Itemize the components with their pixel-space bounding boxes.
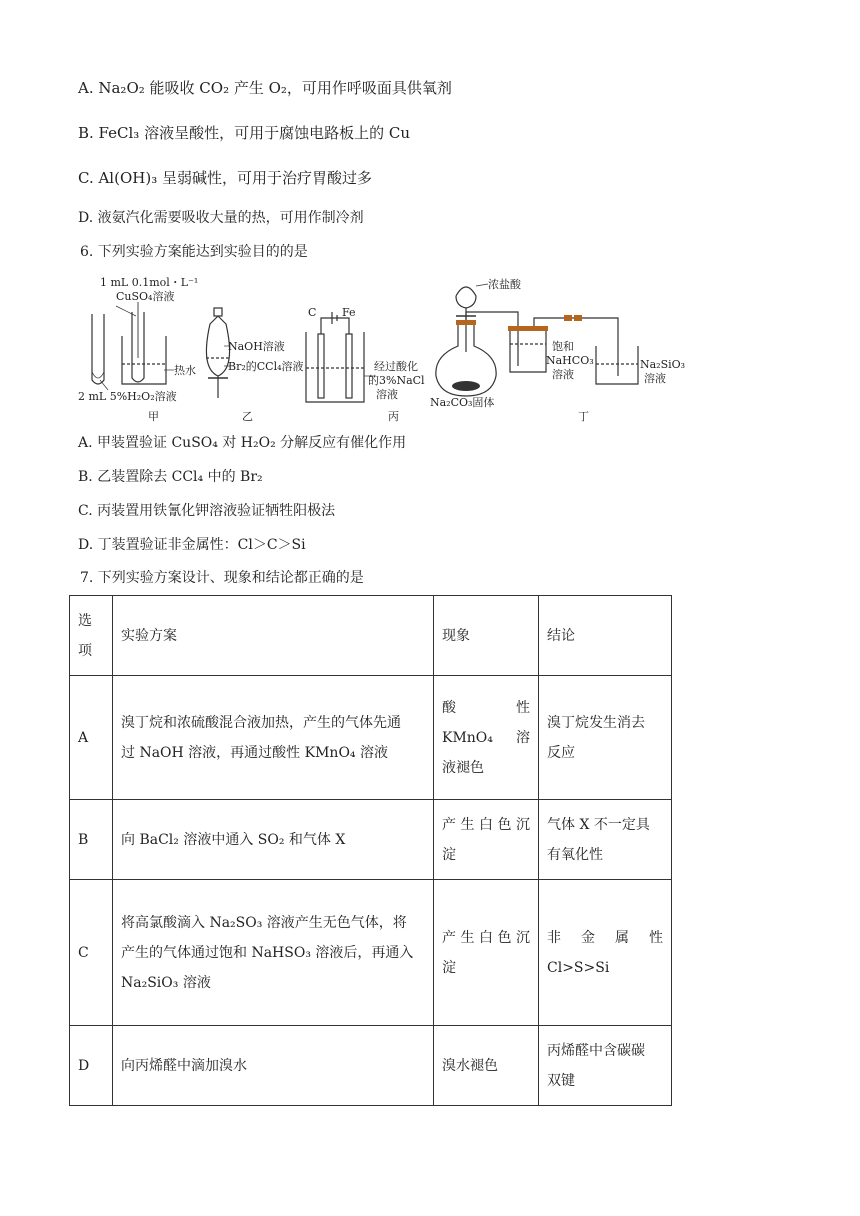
solid-pile <box>452 381 480 391</box>
q5-option-d: D. 液氨汽化需要吸收大量的热，可用作制冷剂 <box>78 210 364 226</box>
carbon-electrode <box>318 334 324 398</box>
header-phenomenon: 现象 <box>434 596 539 676</box>
test-tube-left <box>92 314 104 384</box>
label-jia-top2: CuSO₄溶液 <box>116 290 175 303</box>
q6-option-b: B. 乙装置除去 CCl₄ 中的 Br₂ <box>78 469 263 485</box>
q6-apparatus-figure <box>78 272 688 432</box>
label-jia-top1: 1 mL 0.1mol・L⁻¹ <box>100 276 199 289</box>
label-bing-sol2: 的3%NaCl <box>368 374 425 387</box>
row-option: D <box>70 1026 113 1106</box>
row-phenomenon: 产生白色沉 淀 <box>434 880 539 1026</box>
label-bing-sol1: 经过酸化 <box>374 360 418 373</box>
label-ding: 丁 <box>578 410 589 423</box>
label-ding-c2: 溶液 <box>644 372 666 385</box>
beaker-ding <box>596 346 638 384</box>
header-option: 选 项 <box>70 596 113 676</box>
label-ding-b3: 溶液 <box>552 368 574 381</box>
q6-option-d: D. 丁装置验证非金属性：Cl＞C＞Si <box>78 537 306 553</box>
iron-electrode <box>346 334 352 398</box>
table-row <box>70 676 672 800</box>
label-yi: 乙 <box>242 410 253 423</box>
label-bing-c: C <box>308 306 317 319</box>
row-plan: 将高氯酸滴入 Na₂SO₃ 溶液产生无色气体，将 产生的气体通过饱和 NaHSO₃ 溶液后，再通入 Na₂SiO₃ 溶液 <box>113 880 434 1026</box>
label-ding-b2: NaHCO₃ <box>546 354 594 367</box>
label-ding-b1: 饱和 <box>552 340 574 353</box>
wash-bottle <box>510 330 546 372</box>
label-ding-c1: Na₂SiO₃ <box>640 358 686 371</box>
beaker-bing <box>306 332 364 402</box>
label-ding-hcl: 浓盐酸 <box>488 278 521 291</box>
row-phenomenon: 酸 性 KMnO₄ 溶 液褪色 <box>434 676 539 800</box>
row-conclusion: 丙烯醛中含碳碳 双键 <box>539 1026 672 1106</box>
header-conclusion: 结论 <box>539 596 672 676</box>
row-option: A <box>70 676 113 800</box>
label-jia-water: 热水 <box>174 364 196 377</box>
table-row <box>70 800 672 880</box>
q7-table <box>69 595 672 1106</box>
row-conclusion: 溴丁烷发生消去 反应 <box>539 676 672 800</box>
q5-option-b: B. FeCl₃ 溶液呈酸性，可用于腐蚀电路板上的 Cu <box>78 124 410 142</box>
row-plan: 向丙烯醛中滴加溴水 <box>113 1026 434 1106</box>
q5-option-a: A. Na₂O₂ 能吸收 CO₂ 产生 O₂，可用作呼吸面具供氧剂 <box>78 79 452 97</box>
label-jia: 甲 <box>148 410 159 423</box>
q7-stem: 7. 下列实验方案设计、现象和结论都正确的是 <box>80 570 364 586</box>
header-plan: 实验方案 <box>113 596 434 676</box>
row-option: C <box>70 880 113 1026</box>
label-yi-naoh: NaOH溶液 <box>228 340 285 353</box>
label-bing-sol3: 溶液 <box>376 388 398 401</box>
row-plan: 溴丁烷和浓硫酸混合液加热，产生的气体先通 过 NaOH 溶液，再通过酸性 KMnO₄ 溶液 <box>113 676 434 800</box>
row-plan: 向 BaCl₂ 溶液中通入 SO₂ 和气体 X <box>113 800 434 880</box>
dropping-funnel <box>456 287 476 308</box>
table-header-row <box>70 596 672 676</box>
label-bing: 丙 <box>388 410 399 423</box>
label-bing-fe: Fe <box>342 306 356 319</box>
q6-option-c: C. 丙装置用铁氰化钾溶液验证牺牲阳极法 <box>78 503 336 519</box>
q6-option-a: A. 甲装置验证 CuSO₄ 对 H₂O₂ 分解反应有催化作用 <box>78 435 407 451</box>
row-conclusion: 非 金 属 性 Cl>S>Si <box>539 880 672 1026</box>
q6-stem: 6. 下列实验方案能达到实验目的的是 <box>80 244 308 260</box>
label-jia-bottom: 2 mL 5%H₂O₂溶液 <box>78 390 177 403</box>
table-row <box>70 880 672 1026</box>
row-phenomenon: 产生白色沉 淀 <box>434 800 539 880</box>
row-option: B <box>70 800 113 880</box>
row-conclusion: 气体 X 不一定具 有氧化性 <box>539 800 672 880</box>
table-row <box>70 1026 672 1106</box>
q5-option-c: C. Al(OH)₃ 呈弱碱性，可用于治疗胃酸过多 <box>78 169 372 187</box>
row-phenomenon: 溴水褪色 <box>434 1026 539 1106</box>
label-yi-br: Br₂的CCl₄溶液 <box>228 360 304 373</box>
label-ding-solid: Na₂CO₃固体 <box>430 396 495 409</box>
